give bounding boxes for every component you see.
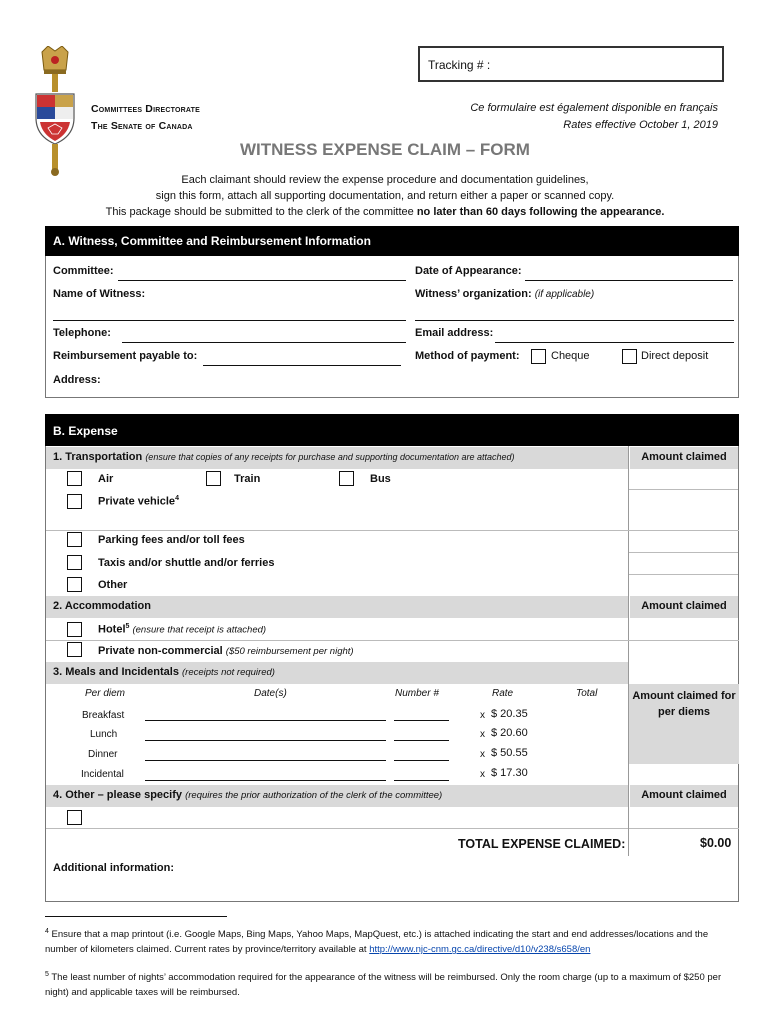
form-instructions	[0, 172, 770, 220]
incidental-times: x	[480, 769, 485, 780]
bus-label: Bus	[370, 473, 391, 485]
footnote-4-text: Ensure that a map printout (i.e. Google Maps, Bing Maps, Yahoo Maps, MapQuest, etc.) is attached indicating the start and end addresses/locations and the number of kilometers claimed. Current rates by province/territory available at	[45, 929, 709, 956]
lunch-rate: $ 20.60	[491, 727, 528, 739]
lunch-times: x	[480, 729, 485, 740]
breakfast-times: x	[480, 710, 485, 721]
dates-column-header: Date(s)	[254, 688, 287, 699]
tracking-number-field[interactable]	[418, 46, 724, 82]
accommodation-header: 2. Accommodation	[46, 596, 628, 618]
cheque-checkbox[interactable]	[531, 349, 546, 364]
private-vehicle-footnote-ref: 4	[175, 495, 179, 502]
hotel-text: Hotel	[98, 623, 126, 636]
org-line-1: Committees Directorate	[91, 103, 200, 115]
transportation-amount-header: Amount claimed	[630, 447, 738, 469]
witness-org-input[interactable]	[415, 320, 734, 321]
organization-name	[91, 101, 200, 135]
reimbursement-label: Reimbursement payable to:	[53, 350, 198, 362]
other-expense-header	[46, 785, 628, 807]
dinner-dates-input[interactable]	[145, 760, 386, 761]
air-checkbox[interactable]	[67, 471, 82, 486]
accommodation-amount-header: Amount claimed	[630, 596, 738, 618]
parking-label: Parking fees and/or toll fees	[98, 534, 245, 546]
email-input[interactable]	[495, 342, 734, 343]
lunch-number-input[interactable]	[394, 740, 449, 741]
taxis-checkbox[interactable]	[67, 555, 82, 570]
train-label: Train	[234, 473, 261, 485]
breakfast-number-input[interactable]	[394, 720, 449, 721]
meals-note: (receipts not required)	[182, 667, 275, 678]
transportation-header	[46, 447, 628, 469]
email-label: Email address:	[415, 327, 494, 339]
incidental-dates-input[interactable]	[145, 780, 386, 781]
meals-title: 3. Meals and Incidentals	[53, 666, 179, 678]
address-label: Address:	[53, 374, 101, 386]
tracking-label: Tracking # :	[428, 58, 491, 72]
name-of-witness-label: Name of Witness:	[53, 288, 146, 300]
witness-org-text: Witness’ organization:	[415, 288, 532, 300]
total-expense-value: $0.00	[700, 836, 732, 850]
per-diem-amount-label: Amount claimed for per diems	[632, 690, 736, 718]
committee-input[interactable]	[118, 280, 406, 281]
dinner-number-input[interactable]	[394, 760, 449, 761]
additional-info-label: Additional information:	[53, 862, 174, 874]
row-divider	[46, 640, 739, 641]
instructions-line-3-text: This package should be submitted to the clerk of the committee	[105, 206, 417, 218]
njc-rates-link[interactable]: http://www.njc-cnm.gc.ca/directive/d10/v238/s658/en	[369, 944, 591, 956]
total-column-header: Total	[576, 688, 598, 699]
private-noncommercial-note: ($50 reimbursement per night)	[225, 646, 354, 657]
reimbursement-input[interactable]	[203, 365, 401, 366]
amount-claimed-column	[628, 446, 739, 828]
telephone-label: Telephone:	[53, 327, 111, 339]
number-column-header: Number #	[395, 688, 439, 699]
dinner-label: Dinner	[88, 749, 118, 760]
deadline-text: no later than 60 days following the appearance.	[416, 206, 665, 218]
instructions-line-1: Each claimant should review the expense procedure and documentation guidelines,	[181, 174, 589, 186]
other-expense-note: (requires the prior authorization of the clerk of the committee)	[185, 790, 443, 801]
air-label: Air	[98, 473, 114, 485]
row-divider	[629, 574, 738, 575]
footnote-5	[45, 967, 725, 1000]
witness-org-note: (if applicable)	[534, 289, 595, 300]
form-notes	[470, 100, 718, 134]
breakfast-dates-input[interactable]	[145, 720, 386, 721]
hotel-label	[98, 623, 266, 636]
row-divider	[46, 530, 739, 531]
hotel-checkbox[interactable]	[67, 622, 82, 637]
lunch-label: Lunch	[90, 729, 118, 740]
hotel-note: (ensure that receipt is attached)	[132, 624, 267, 636]
telephone-input[interactable]	[122, 342, 406, 343]
footnote-5-text: The least number of nights’ accommodation required for the appearance of the witness will be reimbursed. Only the room charge (up to a maximum of $250 per night) and applicable taxes will be reimbursed.	[45, 972, 722, 999]
form-title: WITNESS EXPENSE CLAIM – FORM	[240, 140, 530, 159]
per-diem-column-header: Per diem	[85, 688, 126, 699]
footnote-5-mark: 5	[45, 971, 49, 978]
footnote-4-mark: 4	[45, 928, 49, 935]
footnote-divider	[45, 916, 227, 917]
other-expense-amount-header: Amount claimed	[630, 785, 738, 807]
train-checkbox[interactable]	[206, 471, 221, 486]
row-divider	[629, 489, 738, 490]
private-vehicle-text: Private vehicle	[98, 495, 176, 508]
org-line-2: The Senate of Canada	[91, 120, 193, 132]
direct-deposit-checkbox[interactable]	[622, 349, 637, 364]
rates-effective-note: Rates effective October 1, 2019	[563, 119, 718, 131]
rate-column-header: Rate	[492, 688, 514, 699]
lunch-dates-input[interactable]	[145, 740, 386, 741]
private-vehicle-label	[98, 495, 179, 508]
other-transport-checkbox[interactable]	[67, 577, 82, 592]
footnote-4	[45, 924, 725, 957]
name-of-witness-input[interactable]	[53, 320, 406, 321]
breakfast-rate: $ 20.35	[491, 708, 528, 720]
private-noncommercial-text: Private non-commercial	[98, 645, 223, 657]
date-of-appearance-label: Date of Appearance:	[415, 265, 522, 277]
instructions-line-3	[0, 204, 770, 220]
cheque-label: Cheque	[551, 350, 590, 362]
private-noncommercial-label	[98, 645, 354, 657]
dinner-times: x	[480, 749, 485, 760]
transportation-note: (ensure that copies of any receipts for purchase and supporting documentation are attached)	[145, 452, 515, 462]
hotel-footnote-ref: 5	[125, 623, 130, 630]
instructions-line-2: sign this form, attach all supporting documentation, and return either a paper or scanned copy.	[155, 190, 615, 202]
breakfast-label: Breakfast	[82, 710, 125, 721]
committee-label: Committee:	[53, 265, 114, 277]
other-transport-label: Other	[98, 579, 128, 591]
direct-deposit-label: Direct deposit	[641, 350, 709, 362]
method-of-payment-label: Method of payment:	[415, 350, 520, 362]
private-vehicle-checkbox[interactable]	[67, 494, 82, 509]
incidental-number-input[interactable]	[394, 780, 449, 781]
other-expense-title: 4. Other – please specify	[53, 789, 183, 801]
french-availability-note: Ce formulaire est également disponible en français	[470, 102, 718, 114]
section-b-header: B. Expense	[45, 414, 739, 446]
parking-checkbox[interactable]	[67, 532, 82, 547]
date-of-appearance-input[interactable]	[525, 280, 733, 281]
transportation-title: 1. Transportation	[53, 451, 143, 463]
incidental-label: Incidental	[81, 769, 124, 780]
incidental-rate: $ 17.30	[491, 767, 528, 779]
other-expense-checkbox[interactable]	[67, 810, 82, 825]
total-expense-label: TOTAL EXPENSE CLAIMED:	[458, 837, 626, 851]
bus-checkbox[interactable]	[339, 471, 354, 486]
witness-org-label	[415, 288, 594, 300]
dinner-rate: $ 50.55	[491, 747, 528, 759]
taxis-label: Taxis and/or shuttle and/or ferries	[98, 557, 275, 569]
row-divider	[629, 552, 738, 553]
meals-header	[46, 662, 628, 684]
section-a-header: A. Witness, Committee and Reimbursement Information	[45, 226, 739, 256]
private-noncommercial-checkbox[interactable]	[67, 642, 82, 657]
